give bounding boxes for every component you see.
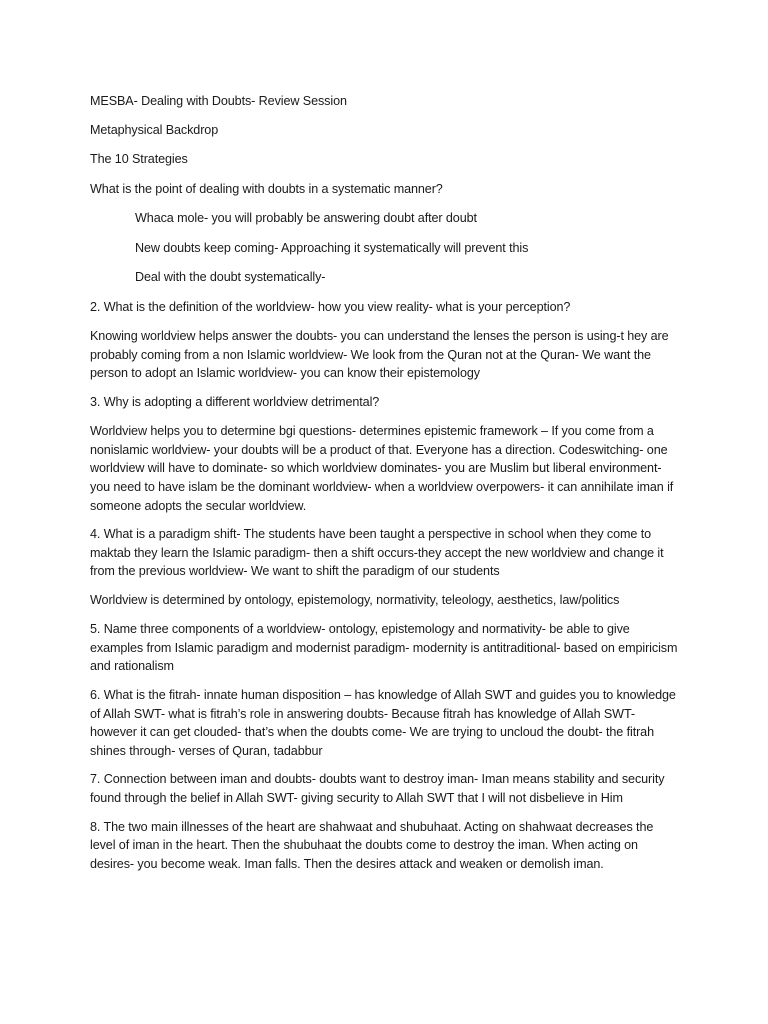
question-5: 5. Name three components of a worldview- ontology, epistemology and normativity- be able to give examples from Islamic paradigm and modernist paradigm- modernity is antitraditional- based on empiricism and rationalism xyxy=(90,622,678,674)
worldview-note: Worldview is determined by ontology, epistemology, normativity, teleology, aesthetics, law/politics xyxy=(90,593,620,607)
question-6: 6. What is the fitrah- innate human disposition – has knowledge of Allah SWT and guides you to knowledge of Allah SWT- what is fitrah’s role in answering doubts- Because fitrah has knowledge of Allah SWT- however it can get clouded- that’s when the doubts come- We are trying to uncloud the doubt- the fitrah shines through- verses of Quran, tadabbur xyxy=(90,687,676,758)
heading-metaphysical-backdrop: Metaphysical Backdrop xyxy=(90,123,219,138)
question-8: 8. The two main illnesses of the heart are shahwaat and shubuhaat. Acting on shahwaat decreases the level of iman in the heart. Then the shubuhaat the doubts come to destroy the iman. When acting on desires- you become weak. Iman falls. Then the desires attack and weaken or demolish iman. xyxy=(90,819,654,871)
heading-strategies: The 10 Strategies xyxy=(90,152,188,167)
document-body xyxy=(90,92,680,883)
question-7: 7. Connection between iman and doubts- doubts want to destroy iman- Iman means stability and security found through the belief in Allah SWT- giving security to Allah SWT that I will not disbelieve in Him xyxy=(90,772,665,805)
question-3: 3. Why is adopting a different worldview detrimental? xyxy=(90,395,380,410)
question-2: 2. What is the definition of the worldview- how you view reality- what is your perception? xyxy=(90,300,571,315)
document-title: MESBA- Dealing with Doubts- Review Session xyxy=(90,94,347,108)
question-1-point: New doubts keep coming- Approaching it systematically will prevent this xyxy=(135,240,529,255)
question-1-point: Deal with the doubt systematically- xyxy=(135,270,326,285)
question-1: What is the point of dealing with doubts in a systematic manner? xyxy=(90,181,443,196)
question-1-point: Whaca mole- you will probably be answering doubt after doubt xyxy=(135,210,477,225)
answer-3: Worldview helps you to determine bgi questions- determines epistemic framework – If you come from a nonislamic worldview- your doubts will be a product of that. Everyone has a direction. Codeswitching- one worldview will have to dominate- so which worldview dominates- you are Muslim but liberal environment- you need to have islam be the dominant worldview- when a worldview overpowers- it can annihilate iman if someone adopts the secular worldview. xyxy=(90,424,674,513)
answer-2: Knowing worldview helps answer the doubts- you can understand the lenses the person is using-t hey are probably coming from a non Islamic worldview- We look from the Quran not at the Quran- We want the person to adopt an Islamic worldview- you can know their epistemology xyxy=(90,329,669,381)
question-4: 4. What is a paradigm shift- The students have been taught a perspective in school when they come to maktab they learn the Islamic paradigm- then a shift occurs-they accept the new worldview and change it from the previous worldview- We want to shift the paradigm of our students xyxy=(90,527,664,579)
